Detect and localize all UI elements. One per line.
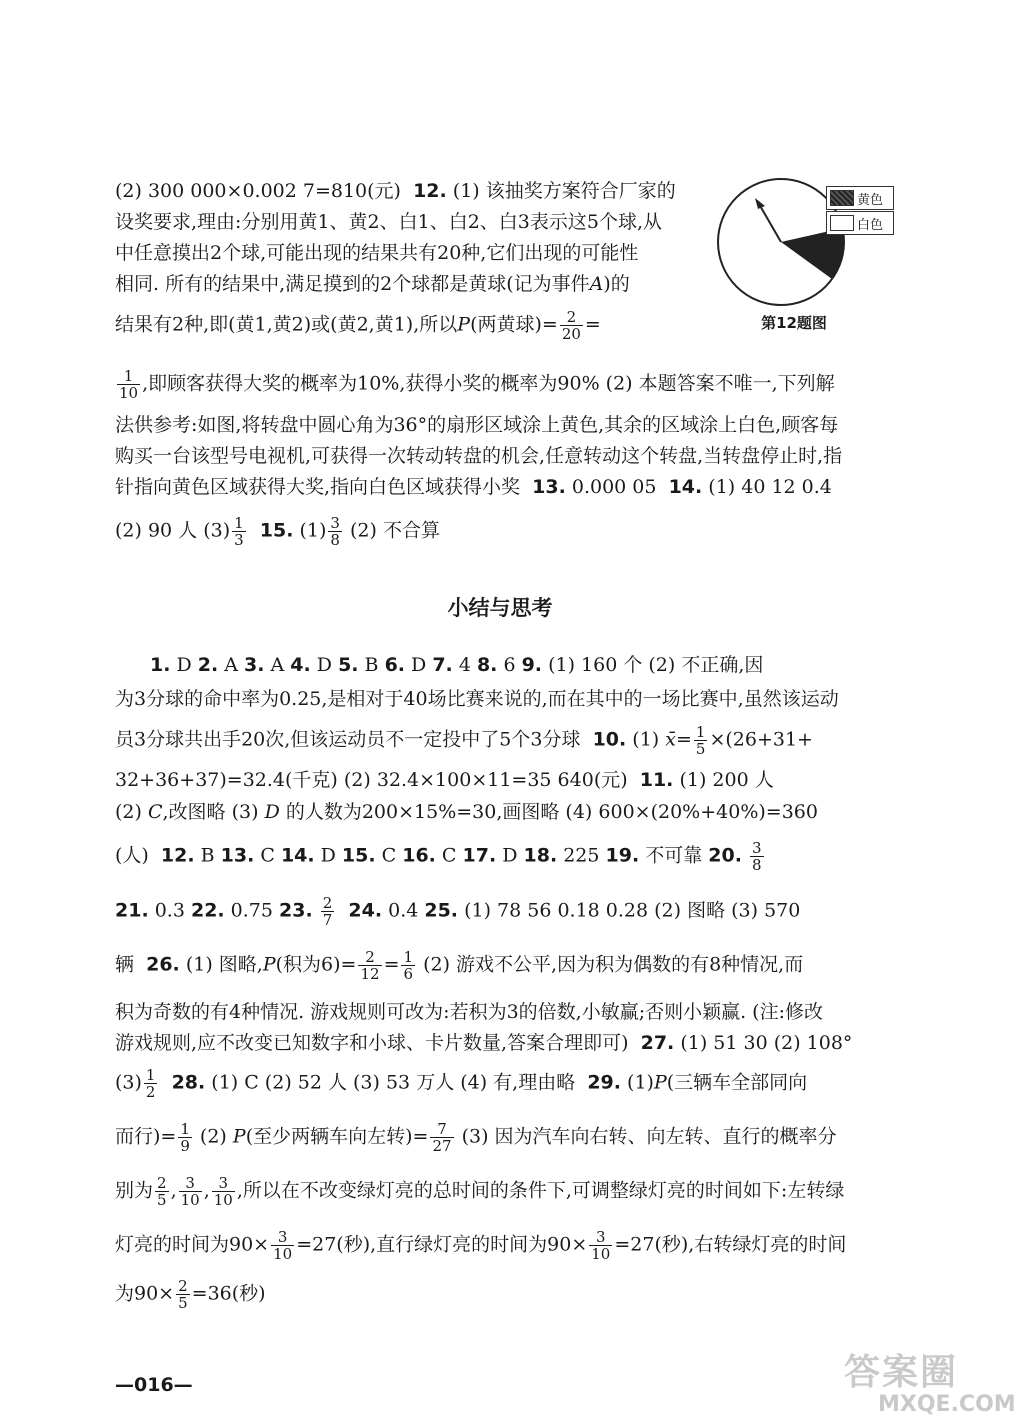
text: (2) 90 人 (3) [115, 519, 231, 542]
watermark-url: MXQE.COM [878, 1392, 1016, 1417]
p1-line-5 [115, 309, 915, 342]
answer: 不可靠 [639, 844, 709, 867]
answer: B [194, 844, 221, 867]
p2-line-2 [115, 686, 915, 712]
denominator: 10 [119, 384, 139, 402]
text: (1) C (2) 52 人 (3) 53 万人 (4) 有,理由略 [211, 1071, 576, 1094]
watermark-text: 答案圈 [844, 1352, 959, 1393]
text: ,所以在不改变绿灯亮的总时间的条件下,可调整绿灯亮的时间如下:左转绿 [236, 1179, 845, 1202]
question-number: 1. [150, 654, 171, 676]
text: 的人数为200×15%=30,画图略 (4) 600×(20%+40%)=360 [285, 801, 818, 823]
question-number: 14. [668, 476, 703, 498]
fraction [271, 1229, 294, 1262]
question-number: 14. [280, 844, 315, 867]
denominator: 10 [180, 1191, 200, 1209]
denominator: 2 [145, 1083, 156, 1101]
fraction [694, 724, 708, 757]
text: 结果有2种,即(黄1,黄2)或(黄2,黄1),所以 [115, 313, 458, 336]
answer: C [375, 844, 403, 867]
denominator: 3 [234, 531, 244, 549]
numerator: 1 [145, 1066, 156, 1084]
text: (1) 图略, [185, 953, 263, 976]
text: (3) 因为汽车向右转、向左转、直行的概率分 [455, 1125, 837, 1148]
question-number: 29. [587, 1071, 621, 1094]
fraction [232, 515, 246, 548]
text: =36(秒) [191, 1282, 266, 1305]
question-number: 15. [259, 519, 294, 542]
text: 而行)= [115, 1125, 177, 1148]
variable: P [653, 1071, 667, 1094]
question-number: 2. [197, 654, 219, 676]
p1-line-9 [115, 474, 915, 500]
text: = [675, 728, 692, 751]
text: 积为奇数的有4种情况. 游戏规则可改为:若积为3的倍数,小敏赢;否则小颖赢. (注:修改 [115, 1001, 823, 1023]
question-number: 22. [190, 899, 225, 922]
p2-line-12 [115, 1121, 915, 1154]
fraction [358, 949, 381, 982]
p1-line-6 [115, 368, 915, 401]
numerator: 3 [212, 1175, 235, 1192]
question-number: 16. [402, 844, 436, 867]
text: (两黄球)= [470, 313, 558, 336]
text: (1) [627, 1071, 654, 1094]
fraction [179, 1175, 202, 1208]
p2-line-10 [115, 1030, 915, 1056]
text: 32+36+37)=32.4(千克) (2) 32.4×100×11=35 640(元) [115, 769, 628, 791]
text: 为3分球的命中率为0.25,是相对于40场比赛来说的,而在其中的一场比赛中,虽然该运动 [115, 688, 839, 710]
answer: A [264, 654, 291, 676]
variable: P [457, 313, 471, 336]
question-number: 21. [115, 899, 149, 922]
answer: B [358, 654, 385, 676]
p2-line-11 [115, 1067, 915, 1100]
answer: 0.4 [382, 899, 425, 922]
text: (三辆车全部同向 [666, 1071, 808, 1094]
text: 中任意摸出2个球,可能出现的结果共有20种,它们出现的可能性 [115, 242, 639, 264]
p1-line-3 [115, 240, 705, 266]
text: , [170, 1179, 177, 1202]
p2-line-9 [115, 999, 915, 1025]
numerator: 1 [403, 948, 414, 966]
numerator: 3 [752, 839, 762, 857]
variable: x̄ [665, 728, 676, 751]
denominator: 12 [360, 965, 380, 983]
text: (1) [299, 519, 327, 542]
denominator: 7 [322, 911, 333, 929]
denominator: 10 [213, 1191, 233, 1209]
question-number: 6. [384, 654, 406, 676]
question-number: 11. [639, 769, 674, 791]
question-number: 13. [532, 476, 566, 498]
legend-yellow [826, 186, 894, 210]
answer: D [496, 844, 524, 867]
text: (2) 游戏不公平,因为积为偶数的有8种情况,而 [417, 953, 804, 976]
text: = [383, 953, 400, 976]
numerator: 1 [695, 723, 706, 741]
fraction [750, 840, 764, 873]
p2-line-8 [115, 949, 915, 982]
denominator: 5 [157, 1191, 167, 1209]
question-number: 18. [523, 844, 558, 867]
fraction [401, 949, 415, 982]
numerator: 2 [560, 309, 583, 326]
question-number: 3. [244, 654, 265, 676]
text: 设奖要求,理由:分别用黄1、黄2、白1、白2、白3表示这5个球,从 [115, 211, 663, 233]
question-number: 13. [220, 844, 255, 867]
answer: 0.3 [148, 899, 191, 922]
question-number: 10. [592, 728, 627, 751]
fraction [155, 1175, 169, 1208]
p1-line-2 [115, 209, 705, 235]
text: ×(26+31+ [709, 728, 813, 751]
fraction [117, 368, 140, 401]
question-number: 27. [640, 1032, 675, 1054]
fraction [328, 515, 342, 548]
text: 法供参考:如图,将转盘中圆心角为36°的扇形区域涂上黄色,其余的区域涂上白色,顾客每 [115, 414, 839, 436]
fraction [144, 1067, 158, 1100]
text: (至少两辆车向左转)= [245, 1125, 429, 1148]
variable: C [147, 801, 163, 823]
p1-line-7 [115, 412, 915, 438]
question-number: 23. [279, 899, 313, 922]
watermark-logo [838, 1342, 1016, 1428]
p1-line-4 [115, 271, 705, 297]
p1-line-1 [115, 178, 705, 204]
answer: 225 [557, 844, 606, 867]
fraction [321, 895, 335, 928]
denominator: 8 [330, 531, 340, 549]
yellow-swatch [830, 190, 854, 206]
question-number: 19. [605, 844, 640, 867]
p2-line-14 [115, 1229, 915, 1262]
text: ,即顾客获得大奖的概率为10%,获得小奖的概率为90% (2) 本题答案不唯一,下列解 [142, 372, 835, 395]
figure-legend [826, 186, 894, 236]
question-number: 26. [146, 953, 180, 976]
numerator: 3 [330, 514, 340, 532]
answer: 6 [497, 654, 522, 676]
denominator: 20 [561, 325, 581, 343]
answer: (1) 78 56 0.18 0.28 (2) 图略 (3) 570 [458, 899, 801, 922]
variable: D [264, 801, 280, 823]
question-number: 8. [476, 654, 498, 676]
p2-line-6 [115, 840, 915, 873]
text: (3) [115, 1071, 142, 1094]
legend-white-label: 白色 [857, 217, 884, 233]
text: 针指向黄色区域获得大奖,指向白色区域获得小奖 [115, 476, 521, 498]
text: )的 [603, 273, 630, 295]
page-number: —016— [115, 1374, 193, 1396]
answer: D [405, 654, 433, 676]
figure-caption: 第12题图 [761, 314, 827, 332]
answer: C [254, 844, 281, 867]
text: (2) [193, 1125, 227, 1148]
answer: (1) 160 个 (2) 不正确,因 [542, 654, 764, 676]
denominator: 5 [178, 1294, 188, 1312]
question-number: 24. [348, 899, 383, 922]
text: , [203, 1179, 210, 1202]
white-swatch [830, 215, 854, 231]
question-number: 12. [160, 844, 195, 867]
numerator: 3 [271, 1229, 294, 1246]
text: (积为6)= [275, 953, 357, 976]
legend-white [826, 211, 894, 235]
p2-line-5 [115, 799, 915, 825]
numerator: 1 [180, 1120, 190, 1138]
p1-line-10 [115, 515, 915, 548]
question-number: 25. [424, 899, 459, 922]
numerator: 2 [157, 1174, 167, 1192]
text: (1) 40 12 0.4 [708, 476, 832, 498]
numerator: 2 [178, 1277, 188, 1295]
numerator: 3 [589, 1229, 612, 1246]
denominator: 27 [432, 1137, 452, 1155]
text: 为90× [115, 1282, 175, 1305]
p1-line-8 [115, 443, 915, 469]
question-number: 7. [432, 654, 453, 676]
text: 员3分球共出手20次,但该运动员不一定投中了5个3分球 [115, 728, 581, 751]
question-number: 9. [521, 654, 543, 676]
answer: D [170, 654, 198, 676]
answer: 4 [452, 654, 477, 676]
p2-line-7 [115, 895, 915, 928]
denominator: 6 [403, 965, 414, 983]
answer: D [314, 844, 342, 867]
variable: P [262, 953, 276, 976]
text: (1) [632, 728, 660, 751]
question-number: 15. [341, 844, 376, 867]
denominator: 5 [695, 740, 706, 758]
fraction [430, 1121, 453, 1154]
text: 别为 [115, 1179, 154, 1202]
legend-yellow-label: 黄色 [857, 192, 884, 208]
p2-line-15 [115, 1278, 915, 1311]
text: 灯亮的时间为90× [115, 1233, 270, 1256]
text: (2) 300 000×0.002 7=810(元) [115, 180, 401, 202]
numerator: 3 [179, 1175, 202, 1192]
fraction [176, 1278, 190, 1311]
text: =27(秒),右转绿灯亮的时间 [614, 1233, 847, 1256]
question-number: 4. [290, 654, 311, 676]
answer: C [435, 844, 463, 867]
text: 游戏规则,应不改变已知数字和小球、卡片数量,答案合理即可) [115, 1032, 629, 1054]
answer: D [310, 654, 339, 676]
fraction [560, 309, 583, 342]
answer: 0.75 [224, 899, 280, 922]
text: (1) 51 30 (2) 108° [680, 1032, 853, 1054]
p2-line-3 [115, 724, 915, 757]
text: 相同. 所有的结果中,满足摸到的2个球都是黄球(记为事件 [115, 273, 590, 295]
numerator: 1 [234, 514, 244, 532]
text: (2) [115, 801, 142, 823]
question-number: 20. [708, 844, 742, 867]
question-number: 28. [171, 1071, 206, 1094]
denominator: 9 [180, 1137, 190, 1155]
denominator: 10 [273, 1245, 293, 1263]
answer: A [218, 654, 245, 676]
denominator: 8 [752, 856, 762, 874]
p2-line-4 [115, 767, 915, 793]
question-number: 5. [338, 654, 359, 676]
text: (人) [115, 844, 149, 867]
text: (1) 200 人 [679, 769, 774, 791]
variable: A [589, 273, 604, 295]
numerator: 2 [322, 894, 333, 912]
text: = [584, 313, 601, 336]
denominator: 10 [591, 1245, 611, 1263]
fraction [589, 1229, 612, 1262]
text: =27(秒),直行绿灯亮的时间为90× [296, 1233, 588, 1256]
fraction [178, 1121, 192, 1154]
numerator: 1 [117, 368, 140, 385]
text: ,改图略 (3) [162, 801, 259, 823]
section-title: 小结与思考 [447, 596, 553, 620]
fraction [212, 1175, 235, 1208]
numerator: 7 [430, 1121, 453, 1138]
p2-line-13 [115, 1175, 915, 1208]
text: 购买一台该型号电视机,可获得一次转动转盘的机会,任意转动这个转盘,当转盘停止时,指 [115, 445, 843, 467]
p2-line-1 [150, 652, 920, 678]
variable: P [232, 1125, 246, 1148]
text: (1) 该抽奖方案符合厂家的 [452, 180, 676, 202]
text: (2) 不合算 [350, 519, 440, 542]
text: 0.000 05 [571, 476, 657, 498]
numerator: 2 [358, 949, 381, 966]
question-number: 12. [413, 180, 447, 202]
question-number: 17. [462, 844, 497, 867]
text: 辆 [115, 953, 135, 976]
